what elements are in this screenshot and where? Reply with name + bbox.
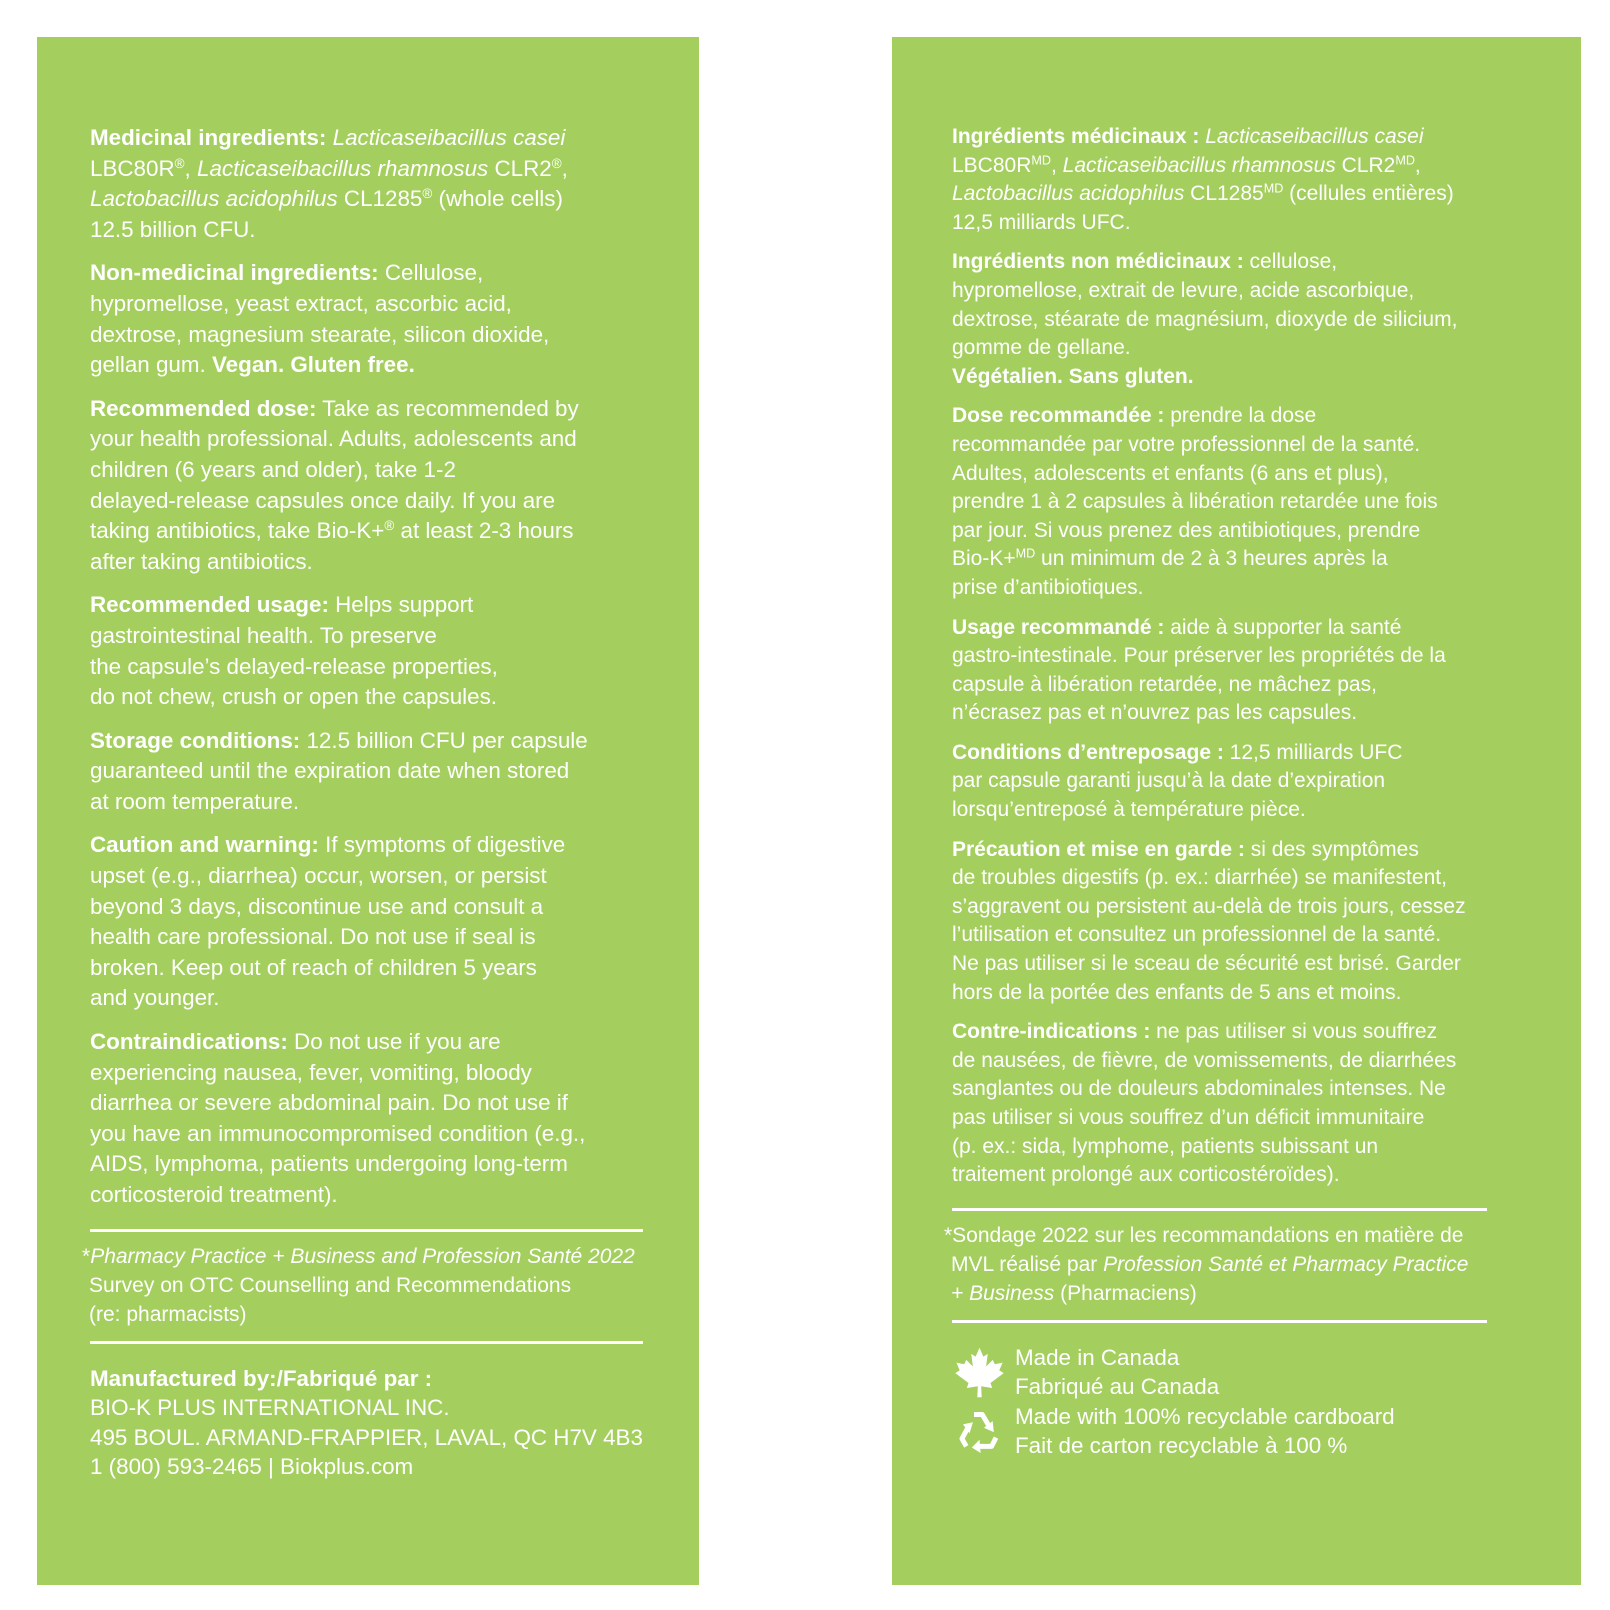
made-in-canada-en: Made in Canada [1015, 1344, 1180, 1370]
text: prendre 1 à 2 capsules à libération retardée une fois [952, 490, 1438, 514]
section-label: Ingrédients médicinaux : [952, 125, 1200, 148]
survey-source: Profession Santé et Pharmacy Practice [1103, 1252, 1469, 1276]
text: experiencing nausea, fever, vomiting, bloody [90, 1059, 532, 1085]
maple-leaf-icon [952, 1343, 1007, 1401]
text: hypromellose, extrait de levure, acide ascorbique, [952, 278, 1415, 302]
text: prendre la dose [1164, 404, 1317, 428]
strain-code: CLR2 [488, 155, 552, 181]
registered-mark: MD [1395, 153, 1415, 168]
recyclable-fr: Fait de carton recyclable à 100 % [1015, 1433, 1348, 1459]
cfu-amount: 12.5 billion CFU. [90, 216, 256, 242]
text: par jour. Si vous prenez des antibiotiques, prendre [952, 518, 1421, 542]
text: Bio-K+ [952, 547, 1016, 571]
strain-code: LBC80R [90, 155, 175, 181]
registered-mark: ® [551, 155, 562, 171]
non-medicinal-ingredients-en [90, 258, 645, 380]
survey-footnote-en [82, 1242, 645, 1329]
text: (Pharmaciens) [1054, 1281, 1197, 1305]
registered-mark: MD [1263, 181, 1284, 196]
registered-mark: ® [422, 186, 433, 202]
survey-source: Pharmacy Practice + Business and Profession Santé 2022 [90, 1244, 635, 1268]
text: aide à supporter la santé [1164, 615, 1402, 639]
caution-warning-fr [952, 836, 1497, 1008]
manufacturer-info [90, 1364, 645, 1482]
text: and younger. [90, 985, 220, 1011]
text: Cellulose, [378, 260, 484, 286]
text: you have an immunocompromised condition (e.g., [90, 1120, 586, 1146]
text: at least 2-3 hours [394, 518, 574, 544]
registered-mark: MD [1031, 153, 1051, 168]
text: beyond 3 days, discontinue use and consult a [90, 893, 544, 919]
text: gomme de gellane. [952, 336, 1131, 360]
text: gellan gum. [90, 352, 212, 378]
section-label: Conditions d’entreposage : [952, 740, 1224, 764]
text: l’utilisation et consultez un professionnel de la santé. [952, 923, 1442, 947]
registered-mark: ® [384, 518, 395, 534]
text: n’écrasez pas et n’ouvrez pas les capsules. [952, 701, 1358, 725]
separator: , [1050, 153, 1063, 177]
text: hypromellose, yeast extract, ascorbic acid, [90, 290, 512, 316]
text: de nausées, de fièvre, de vomissements, de diarrhées [952, 1048, 1457, 1072]
survey-source: + Business [951, 1281, 1055, 1305]
recyclable-en: Made with 100% recyclable cardboard [1015, 1403, 1395, 1429]
text: dextrose, magnesium stearate, silicon dioxide, [90, 321, 550, 347]
english-content [82, 123, 645, 1482]
text: prise d’antibiotiques. [952, 575, 1144, 599]
text: lorsqu’entreposé à température pièce. [952, 798, 1306, 822]
recommended-usage-fr [952, 614, 1497, 728]
caution-warning-en [90, 830, 645, 1014]
company-contact: 1 (800) 593-2465 | Biokplus.com [90, 1454, 414, 1480]
made-in-canada [952, 1343, 1497, 1402]
organism-name: Lacticaseibacillus rhamnosus [1062, 153, 1336, 177]
divider [90, 1341, 643, 1344]
text: guaranteed until the expiration date when stored [90, 758, 570, 784]
text: traitement prolongé aux corticostéroïdes). [952, 1163, 1340, 1187]
non-medicinal-ingredients-fr [952, 248, 1497, 391]
section-label: Recommended dose: [90, 395, 317, 421]
contraindications-fr [952, 1018, 1497, 1190]
divider [952, 1208, 1487, 1211]
text: broken. Keep out of reach of children 5 years [90, 954, 537, 980]
text: 12,5 milliards UFC [1223, 740, 1403, 764]
storage-conditions-en [90, 726, 645, 818]
organism-name: Lactobacillus acidophilus [952, 182, 1185, 206]
section-label: Recommended usage: [90, 592, 329, 618]
text: do not chew, crush or open the capsules. [90, 684, 498, 710]
text: Helps support [328, 592, 474, 618]
divider [90, 1229, 643, 1232]
company-address: 495 BOUL. ARMAND-FRAPPIER, LAVAL, QC H7V 4B3 [90, 1424, 643, 1450]
text: (cellules entières) [1283, 182, 1454, 206]
text: the capsule’s delayed-release properties, [90, 653, 498, 679]
text: cellulose, [1243, 250, 1338, 274]
text: *Sondage 2022 sur les recommandations en matière de [944, 1223, 1464, 1247]
text: (whole cells) [432, 186, 563, 212]
text: hors de la portée des enfants de 5 ans et moins. [952, 980, 1402, 1004]
organism-name: Lacticaseibacillus rhamnosus [197, 155, 489, 181]
vegan-gluten-free: Vegan. Gluten free. [211, 352, 415, 378]
made-in-canada-fr: Fabriqué au Canada [1015, 1374, 1220, 1400]
text: (p. ex.: sida, lymphome, patients subissant un [952, 1134, 1379, 1158]
section-label: Précaution et mise en garde : [952, 837, 1245, 861]
strain-code: CLR2 [1335, 153, 1396, 177]
text: diarrhea or severe abdominal pain. Do not use if [90, 1090, 568, 1116]
text: your health professional. Adults, adolescents and [90, 426, 577, 452]
text: children (6 years and older), take 1-2 [90, 456, 456, 482]
contraindications-en [90, 1027, 645, 1211]
text: at room temperature. [90, 788, 300, 814]
text: capsule à libération retardée, ne mâchez pas, [952, 672, 1377, 696]
french-panel [892, 37, 1581, 1585]
text: MVL réalisé par [951, 1252, 1104, 1276]
strain-code: CL1285 [1184, 182, 1264, 206]
section-label: Contraindications: [90, 1029, 288, 1055]
text: un minimum de 2 à 3 heures après la [1035, 547, 1388, 571]
separator: , [561, 155, 568, 181]
manufacturer-label: Manufactured by:/Fabriqué par : [90, 1365, 433, 1391]
text: corticosteroid treatment). [90, 1182, 338, 1207]
text: Ne pas utiliser si le sceau de sécurité est brisé. Garder [952, 952, 1461, 976]
text: par capsule garanti jusqu’à la date d’expiration [952, 769, 1386, 793]
text: Take as recommended by [316, 395, 579, 421]
medicinal-ingredients-en [90, 123, 645, 245]
survey-footnote-fr [944, 1221, 1497, 1308]
section-label: Storage conditions: [90, 727, 301, 753]
text: 12.5 billion CFU per capsule [300, 727, 588, 753]
organism-name: Lacticaseibacillus casei [332, 125, 566, 150]
text: Survey on OTC Counselling and Recommendations [89, 1273, 572, 1297]
section-label: Dose recommandée : [952, 404, 1165, 428]
organism-name: Lactobacillus acidophilus [90, 186, 338, 212]
text: taking antibiotics, take Bio-K+ [90, 518, 385, 544]
separator: , [1414, 153, 1421, 177]
text: dextrose, stéarate de magnésium, dioxyde de silicium, [952, 307, 1458, 331]
text: upset (e.g., diarrhea) occur, worsen, or persist [90, 863, 547, 889]
separator: , [184, 155, 197, 181]
text: sanglantes ou de douleurs abdominales intenses. Ne [952, 1077, 1446, 1101]
text: Adultes, adolescents et enfants (6 ans et plus), [952, 461, 1389, 485]
origin-badges [952, 1343, 1497, 1461]
strain-code: LBC80R [952, 153, 1032, 177]
text: de troubles digestifs (p. ex.: diarrhée) se manifestent, [952, 866, 1447, 890]
text: health care professional. Do not use if seal is [90, 924, 536, 950]
storage-conditions-fr [952, 739, 1497, 825]
section-label: Caution and warning: [90, 832, 319, 858]
text: si des symptômes [1244, 837, 1419, 861]
text: Do not use if you are [287, 1029, 501, 1055]
text: (re: pharmacists) [89, 1302, 247, 1326]
section-label: Usage recommandé : [952, 615, 1165, 639]
text: delayed-release capsules once daily. If you are [90, 487, 556, 513]
company-name: BIO-K PLUS INTERNATIONAL INC. [90, 1395, 450, 1421]
section-label: Medicinal ingredients: [90, 125, 327, 150]
text: gastro-intestinale. Pour préserver les propriétés de la [952, 644, 1446, 668]
section-label: Non-medicinal ingredients: [90, 260, 379, 286]
strain-code: CL1285 [337, 186, 423, 212]
organism-name: Lacticaseibacillus casei [1205, 125, 1424, 148]
vegan-gluten-free: Végétalien. Sans gluten. [952, 364, 1194, 388]
registered-mark: MD [1015, 546, 1036, 561]
section-label: Contre-indications : [952, 1020, 1151, 1044]
registered-mark: ® [174, 155, 185, 171]
french-content [944, 123, 1497, 1461]
english-panel [37, 37, 699, 1585]
medicinal-ingredients-fr [952, 123, 1497, 237]
text: ne pas utiliser si vous souffrez [1150, 1020, 1438, 1044]
text: pas utiliser si vous souffrez d’un déficit immunitaire [952, 1106, 1425, 1129]
text: If symptoms of digestive [318, 832, 566, 858]
text: s’aggravent ou persistent au-delà de trois jours, cessez [952, 894, 1466, 918]
text: after taking antibiotics. [90, 548, 313, 574]
recommended-dose-fr [952, 402, 1497, 602]
recyclable-cardboard [952, 1402, 1497, 1461]
divider [952, 1320, 1487, 1323]
text: recommandée par votre professionnel de la santé. [952, 432, 1421, 456]
cfu-amount: 12,5 milliards UFC. [952, 210, 1131, 234]
asterisk: * [82, 1244, 91, 1268]
recommended-dose-en [90, 394, 645, 578]
text: AIDS, lymphoma, patients undergoing long-term [90, 1151, 568, 1177]
section-label: Ingrédients non médicinaux : [952, 250, 1244, 274]
text: gastrointestinal health. To preserve [90, 622, 437, 648]
recommended-usage-en [90, 590, 645, 712]
recycle-icon [952, 1402, 1007, 1460]
